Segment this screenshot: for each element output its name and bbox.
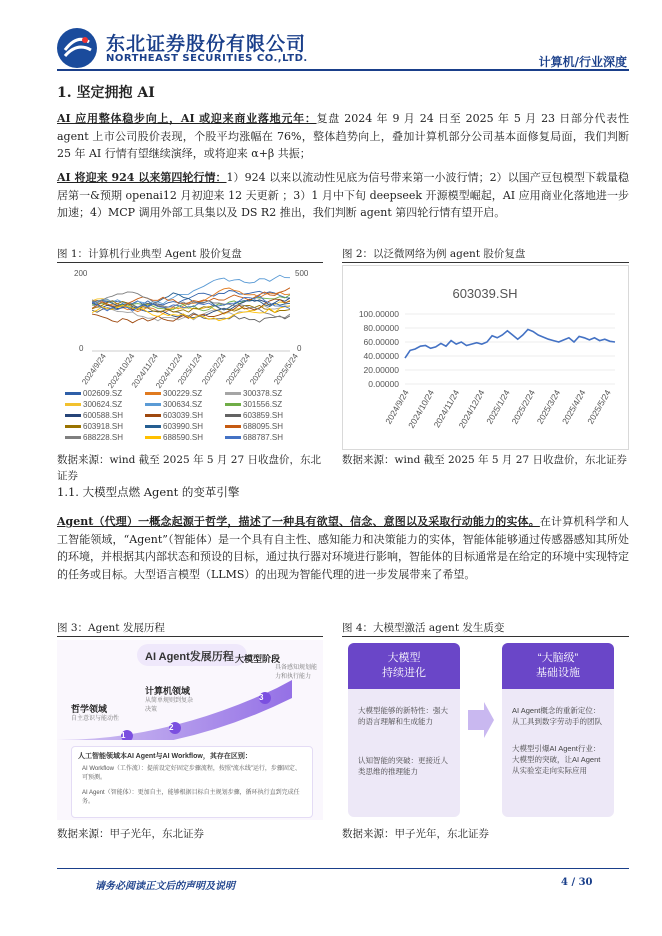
fig1-legend-label: 688787.SH (243, 433, 284, 442)
fig3-stage3-desc: 具备感知规划能力和执行能力 (275, 665, 318, 680)
fig3-stage2-name: 计算机领域 (145, 686, 191, 696)
fig3-stage3-num: 3 (259, 693, 264, 702)
fig2-chart-title: 603039.SH (452, 286, 518, 301)
fig2-y-tick: 60.00000 (363, 337, 399, 347)
fig2-x-tick: 2025/1/24 (484, 388, 512, 426)
fig1-legend-item (145, 389, 202, 398)
fig1-legend-swatch (225, 403, 241, 406)
fig1-legend-swatch (65, 436, 81, 439)
figure1-caption: 图 1：计算机行业典型 Agent 股价复盘 (57, 248, 242, 260)
paragraph-lead: AI 应用整体稳步向上，AI 或迎来商业落地元年： (57, 112, 317, 125)
fig1-legend-swatch (65, 392, 81, 395)
figure4-source: 数据来源：甲子光年，东北证券 (342, 828, 489, 840)
fig1-legend-label: 300624.SZ (83, 400, 123, 409)
company-name-cn: 东北证券股份有限公司 (106, 33, 307, 55)
fig1-legend-swatch (225, 414, 241, 417)
fig1-legend-swatch (65, 425, 81, 428)
fig1-legend-swatch (145, 414, 161, 417)
fig1-legend-label: 300634.SZ (163, 400, 203, 409)
figure3-caption: 图 3：Agent 发展历程 (57, 622, 165, 634)
fig1-legend-item (145, 433, 203, 442)
fig2-series-line (405, 329, 615, 358)
fig2-y-tick: 20.00000 (363, 365, 399, 375)
figure3-source: 数据来源：甲子光年，东北证券 (57, 828, 204, 840)
paragraph-agent-definition (57, 513, 629, 583)
fig2-x-tick: 2025/2/24 (509, 388, 537, 426)
fig3-stage1-desc: 自主意识与能动性 (71, 716, 120, 722)
fig1-left-axis-top: 200 (74, 269, 88, 278)
figure2-source: 数据来源：wind 截至 2025 年 5 月 27 日收盘价，东北证券 (342, 454, 627, 466)
fig4-left-panel (348, 643, 460, 817)
fig1-x-tick: 2025/4/24 (248, 352, 276, 387)
fig1-x-tick: 2025/1/24 (176, 352, 204, 387)
fig3-stage2-num: 2 (169, 723, 174, 732)
fig1-legend-swatch (145, 425, 161, 428)
fig2-y-tick: 80.00000 (363, 323, 399, 333)
figure4-top-rule (342, 636, 629, 637)
fig4-left-item-2: 认知智能的突破：更接近人类思维的推理能力 (358, 756, 448, 776)
fig1-x-tick: 2025/3/24 (224, 352, 252, 387)
subsection-title: 1.1. 大模型点燃 Agent 的变革引擎 (57, 485, 240, 499)
fig1-legend-item (65, 389, 122, 398)
fig1-legend-item (145, 422, 203, 431)
fig1-legend-label: 600588.SH (83, 411, 124, 420)
fig1-x-tick: 2024/11/24 (129, 352, 160, 390)
fig1-series-line-603039.SH (92, 299, 290, 323)
fig1-legend-label: 603990.SH (163, 422, 204, 431)
page-number: 4 / 30 (561, 877, 593, 888)
fig1-left-axis-bottom: 0 (79, 344, 84, 353)
fig3-box-item-agent: AI Agent（智能体）：更加自主，能够根据目标自主规划步骤，循环执行直到完成任务。 (82, 790, 300, 805)
paragraph-text: 在计算机科学和人工智能领域，“Agent”（智能体）是一个具有自主性、感知能力和决策能力的实体，智能体能够通过传感器感知其所处的环境，并根据其内部状态和预设的目标，通过执行器对环境进行影响，智能体的目标通常是在给定的环境中实现特定的任务或目标。大型语言模型（LLMS）的出现为智能代理的进一步发展带来了希望。 (57, 515, 629, 581)
figure2-top-rule (342, 262, 629, 263)
report-section-tag: 计算机/行业深度 (538, 55, 627, 69)
fig4-right-panel (502, 643, 614, 817)
fig1-x-tick: 2024/9/24 (80, 352, 108, 387)
fig2-y-tick: 100.00000 (358, 309, 399, 319)
fig3-stage1-num: 1 (121, 731, 126, 740)
fig1-legend-item (65, 411, 123, 420)
fig1-legend-item (225, 389, 282, 398)
fig1-legend-item (145, 411, 203, 420)
fig2-x-tick: 2025/5/24 (585, 388, 613, 426)
fig1-legend-swatch (225, 425, 241, 428)
fig1-legend-swatch (145, 392, 161, 395)
fig1-legend-label: 603039.SH (163, 411, 204, 420)
fig4-left-title: 大模型 持续进化 (348, 643, 460, 689)
fig2-x-tick: 2024/11/24 (431, 388, 462, 430)
fig1-right-axis-top: 500 (295, 269, 309, 278)
figure1-source: 数据来源：wind 截至 2025 年 5 月 27 日收盘价，东北证券 (57, 454, 321, 482)
fig1-legend-swatch (65, 403, 81, 406)
company-name-en: NORTHEAST SECURITIES CO.,LTD. (106, 53, 308, 64)
fig4-left-item-1: 大模型能够的新特性：强大的语言理解和生成能力 (358, 706, 448, 726)
paragraph-text: 1）924 以来以流动性见底为信号带来第一小波行情；2）以国产豆包模型下载量稳居第一&预期 openai12 月初迎来 12 天更新 ；3）1 月中下旬 deepseek 开源模型崛起，AI 应用商业化落地进一步加速；4）MCP 调用外部工具集以及 DS R2 推出，我们判断 agent 第四轮行情有望开启。 (57, 171, 629, 219)
footer-disclaimer: 请务必阅读正文后的声明及说明 (95, 881, 235, 892)
fig2-x-tick: 2024/9/24 (383, 388, 411, 426)
footer-divider (57, 868, 629, 869)
fig1-legend-item (225, 422, 283, 431)
fig1-legend-item (225, 400, 282, 409)
fig1-legend-label: 002609.SZ (83, 389, 123, 398)
fig1-legend-item (225, 411, 283, 420)
fig3-stage3-name: 大模型阶段 (235, 654, 281, 664)
fig1-legend-swatch (225, 436, 241, 439)
fig1-legend-swatch (225, 392, 241, 395)
fig1-x-tick: 2024/12/24 (154, 352, 185, 390)
figure3-top-rule (57, 636, 323, 637)
fig2-svg (343, 266, 628, 449)
fig1-legend-label: 688228.SH (83, 433, 124, 442)
fig1-legend-swatch (65, 414, 81, 417)
paragraph-fourth-wave (57, 169, 629, 222)
fig2-x-tick: 2025/4/24 (559, 388, 588, 426)
fig1-legend-label: 301556.SZ (243, 400, 283, 409)
fig4-right-item-2: 大模型引爆AI Agent行业：大模型的突破，让AI Agent从实验室走向实际应用 (512, 744, 601, 775)
fig1-legend-label: 300378.SZ (243, 389, 283, 398)
header-divider (57, 69, 629, 71)
figure3-diagram (57, 640, 323, 820)
fig3-stage1-name: 哲学领域 (71, 704, 108, 714)
fig4-right-item-1: AI Agent概念的重新定位：从工具到数字劳动手的团队 (512, 706, 602, 726)
section-title: 1. 坚定拥抱 AI (57, 85, 155, 101)
fig1-right-axis-bottom: 0 (297, 344, 302, 353)
company-logo-icon (57, 28, 97, 68)
fig4-arrow-icon (466, 700, 496, 740)
fig1-legend-label: 603859.SH (243, 411, 284, 420)
paragraph-lead: Agent（代理）一概念起源于哲学，描述了一种具有欲望、信念、意图以及采取行动能力的实体。 (57, 515, 540, 528)
figure2-caption: 图 2：以泛微网络为例 agent 股价复盘 (342, 248, 526, 260)
figure4-caption: 图 4：大模型激活 agent 发生质变 (342, 622, 505, 634)
fig1-legend-swatch (145, 403, 161, 406)
fig1-legend (57, 389, 323, 449)
paragraph-ai-trend (57, 110, 629, 163)
fig3-comparison-box (71, 746, 313, 818)
fig3-stage2-desc: 从简单规则到复杂决策 (145, 698, 194, 713)
fig1-legend-item (65, 422, 123, 431)
fig4-right-title: “大脑级” 基础设施 (502, 643, 614, 689)
fig1-legend-swatch (145, 436, 161, 439)
fig1-legend-item (145, 400, 202, 409)
fig1-legend-label: 688590.SH (163, 433, 204, 442)
fig1-legend-label: 688095.SH (243, 422, 284, 431)
fig2-y-tick: 0.00000 (368, 379, 399, 389)
figure1-chart (57, 264, 323, 450)
fig1-legend-item (65, 433, 123, 442)
fig1-legend-item (65, 400, 122, 409)
fig3-title: AI Agent发展历程 (145, 651, 234, 663)
figure4-diagram (342, 640, 629, 820)
fig1-x-tick: 2025/2/24 (200, 352, 228, 387)
paragraph-lead: AI 将迎来 924 以来第四轮行情： (57, 171, 227, 184)
fig1-x-tick: 2024/10/24 (106, 352, 137, 390)
fig3-box-item-workflow: AI Workflow（工作流）：提前设定好固定步骤流程，按照“流水线”运行，步骤固定、可预测。 (82, 766, 301, 781)
figure2-chart (342, 265, 629, 450)
fig1-plot-area (92, 272, 290, 352)
fig2-x-tick: 2024/12/24 (456, 388, 487, 430)
fig1-x-tick: 2025/5/24 (272, 352, 300, 387)
fig1-legend-label: 603918.SH (83, 422, 124, 431)
figure1-top-rule (57, 262, 323, 263)
fig2-y-tick: 40.00000 (363, 351, 399, 361)
fig2-x-tick: 2025/3/24 (534, 388, 563, 426)
fig3-box-title: 人工智能领域本AI Agent与AI Workflow，其存在区别： (78, 753, 252, 760)
fig1-legend-item (225, 433, 283, 442)
fig1-legend-label: 300229.SZ (163, 389, 203, 398)
fig2-x-tick: 2024/10/24 (406, 388, 436, 430)
paragraph-text: 复盘 2024 年 9 月 24 日至 2025 年 5 月 23 日部分代表性 agent 上市公司股价表现，个股平均涨幅在 76%，整体趋势向上，叠加计算机部分公司基本面修复局面，我们判断 25 年 AI 行情有望继续演绎，或将迎来 α+β 共振； (57, 112, 629, 160)
